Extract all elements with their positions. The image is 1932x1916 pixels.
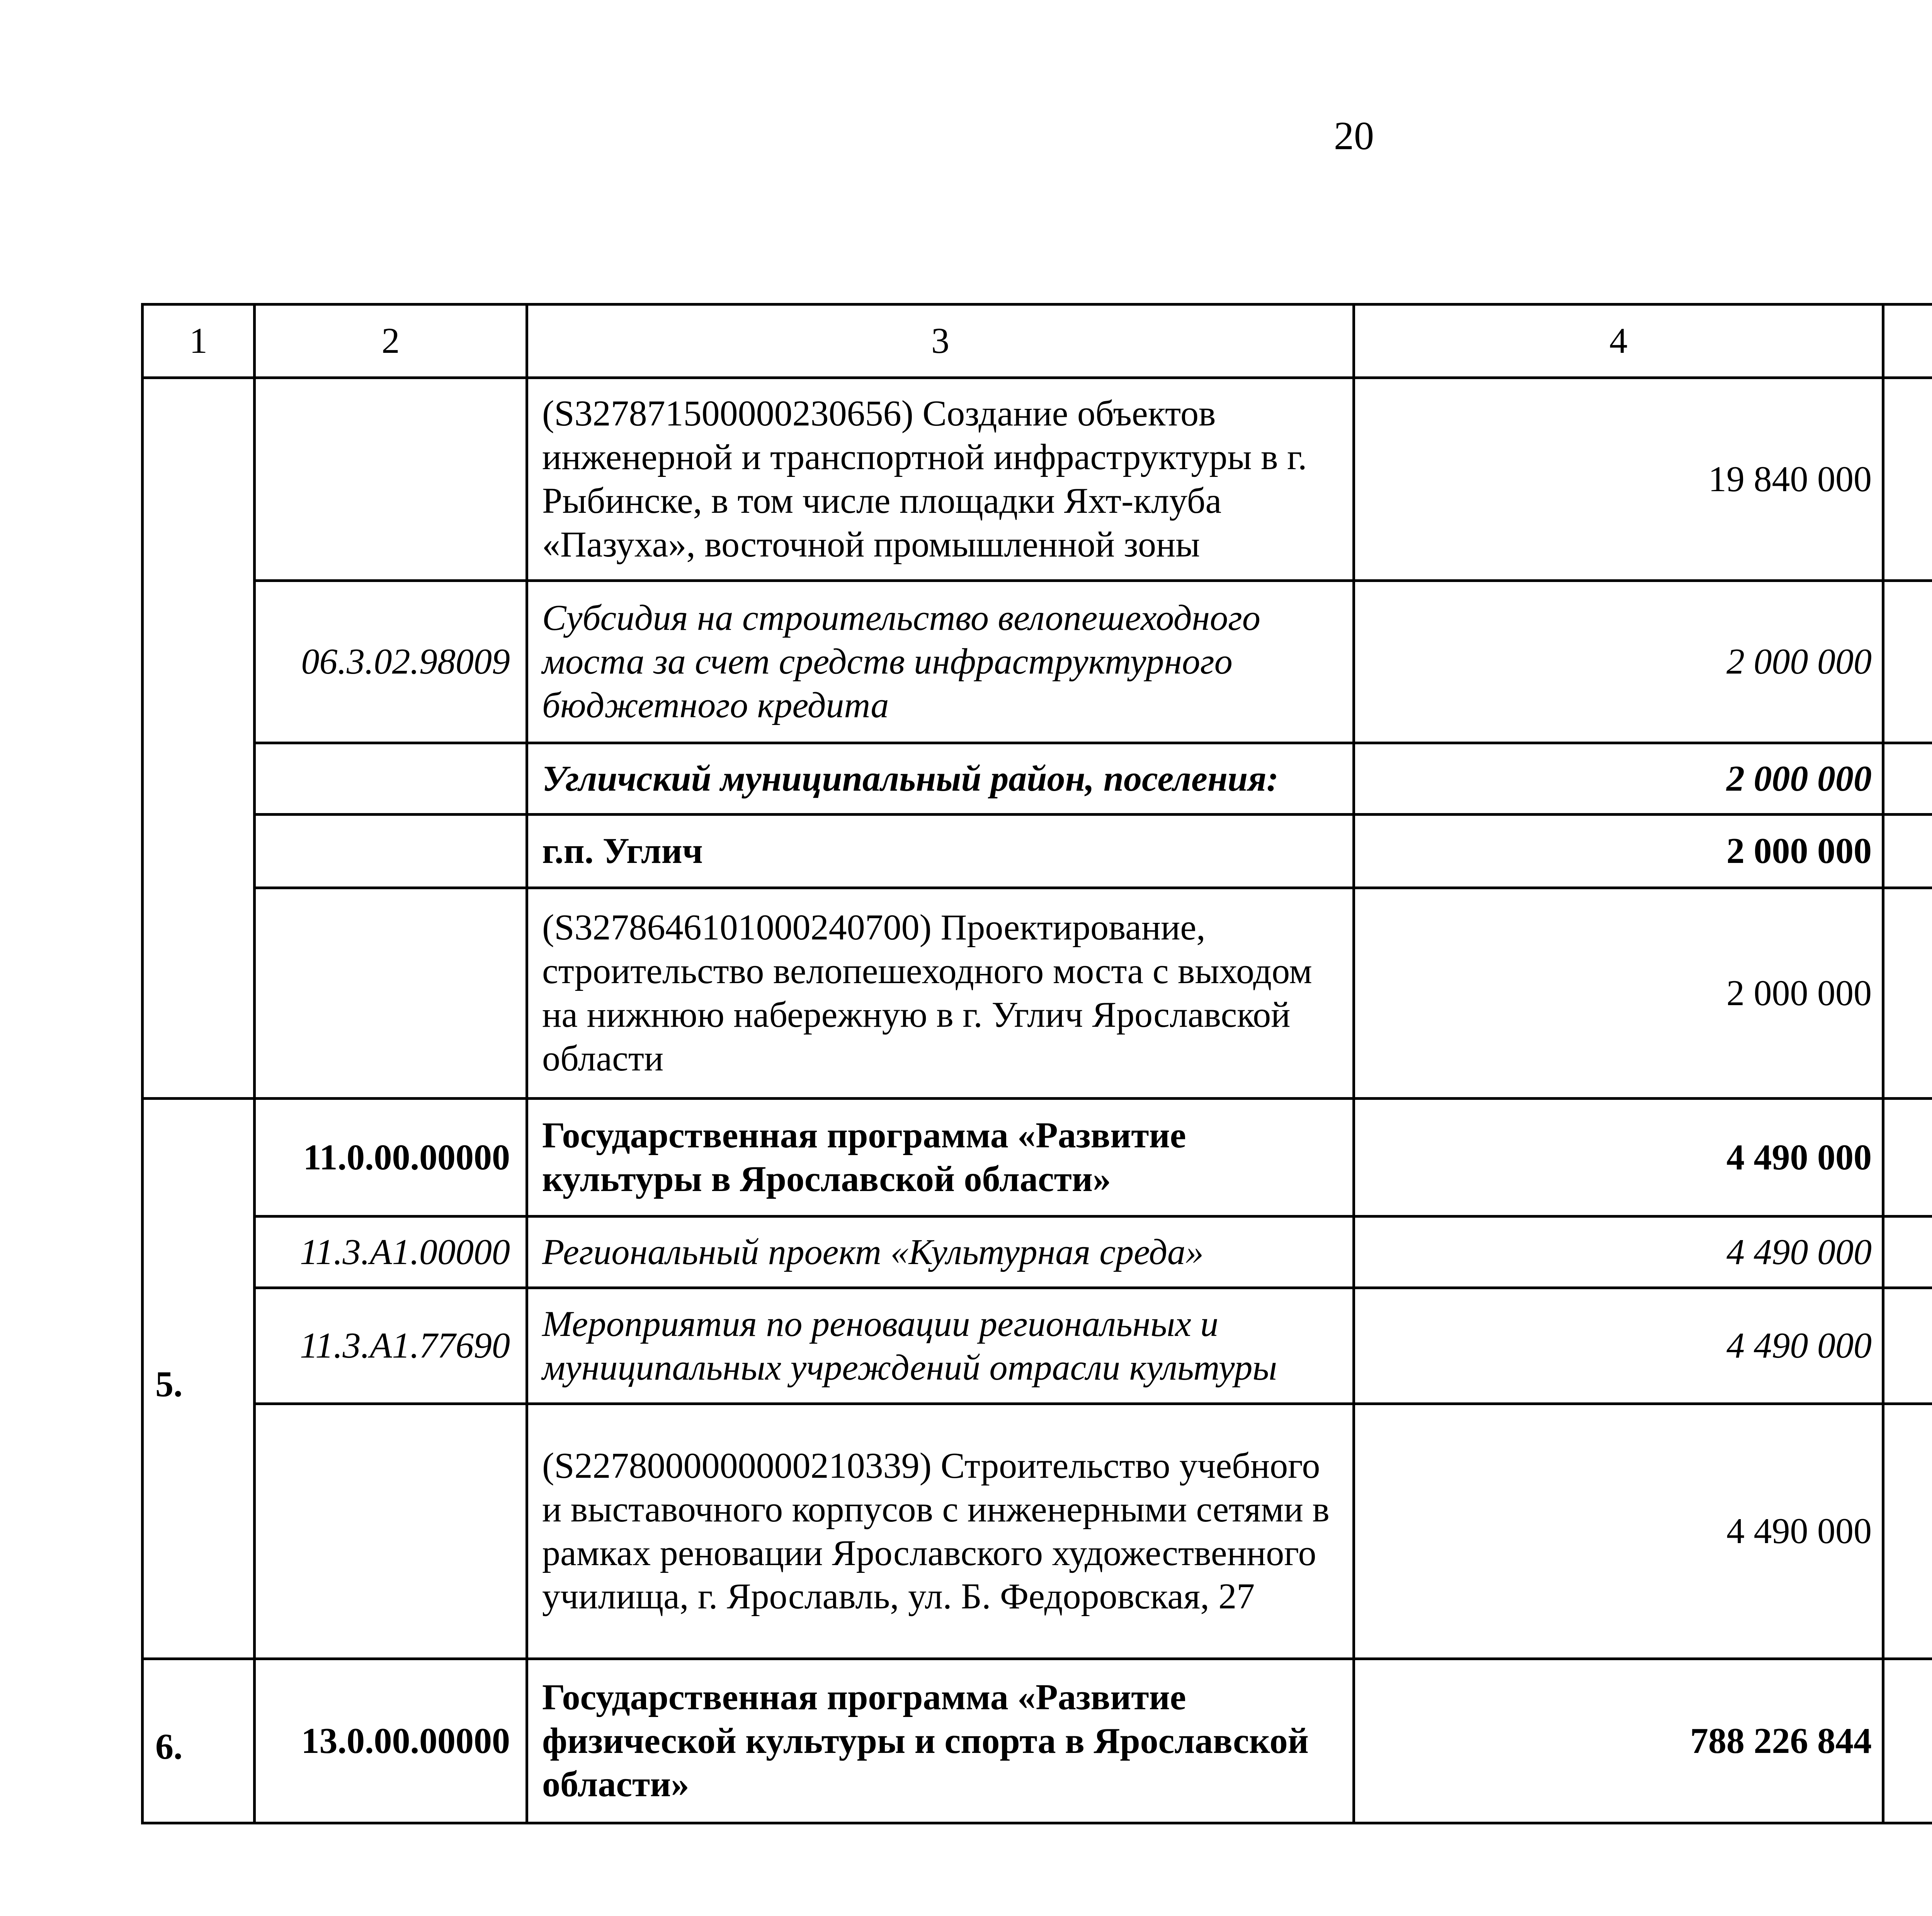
row-col5	[1883, 581, 1932, 743]
row-col5	[1883, 1288, 1932, 1404]
row-code: 11.0.00.00000	[255, 1099, 527, 1217]
page-number: 20	[1334, 114, 1374, 158]
row-col5	[1883, 815, 1932, 888]
row-col4: 4 490 000	[1354, 1404, 1883, 1659]
row-code: 13.0.00.00000	[255, 1659, 527, 1823]
table-row	[143, 581, 1932, 743]
row-col5	[1883, 378, 1932, 581]
table-row	[143, 1217, 1932, 1288]
row-col4: 788 226 844	[1354, 1659, 1883, 1823]
header-col-4: 4	[1354, 305, 1883, 378]
row-code	[255, 815, 527, 888]
row-col5	[1883, 1217, 1932, 1288]
header-col-1: 1	[143, 305, 255, 378]
row-col4: 2 000 000	[1354, 888, 1883, 1099]
row-code	[255, 378, 527, 581]
row-number-cell: 5.	[143, 1099, 255, 1659]
row-code: 11.3.А1.00000	[255, 1217, 527, 1288]
row-name: Мероприятия по реновации региональных и муниципальных учреждений отрасли культуры	[527, 1288, 1354, 1404]
table-row	[143, 1288, 1932, 1404]
table-row	[143, 1099, 1932, 1217]
row-name: г.п. Углич	[527, 815, 1354, 888]
budget-table	[141, 303, 1932, 1824]
row-code	[255, 743, 527, 815]
table-row	[143, 378, 1932, 581]
row-name: Государственная программа «Развитие культуры в Ярославской области»	[527, 1099, 1354, 1217]
row-name: (S227800000000021033​9) Строительство учебного и выставочного корпусов с инженерными сетями в рамках реновации Ярославского художественного училища, г. Ярославль, ул. Б. Федоровская, 27	[527, 1404, 1354, 1659]
row-col5	[1883, 1659, 1932, 1823]
row-name: Угличский муниципальный район, поселения:	[527, 743, 1354, 815]
header-col-3: 3	[527, 305, 1354, 378]
row-code: 11.3.А1.77690	[255, 1288, 527, 1404]
row-col4: 2 000 000	[1354, 815, 1883, 888]
row-name: Государственная программа «Развитие физической культуры и спорта в Ярославской области»	[527, 1659, 1354, 1823]
row-col5	[1883, 1404, 1932, 1659]
row-code: 06.3.02.98009	[255, 581, 527, 743]
row-code	[255, 888, 527, 1099]
row-number-cell	[143, 378, 255, 1099]
header-col-5	[1883, 305, 1932, 378]
table-header-row	[143, 305, 1932, 378]
row-col4: 2 000 000	[1354, 743, 1883, 815]
row-name: (S327871500000230656) Создание объектов инженерной и транспортной инфраструктуры в г. Рыбинске, в том числе площадки Яхт-клуба «Пазуха», восточной промышленной зоны	[527, 378, 1354, 581]
row-number-cell: 6.	[143, 1659, 255, 1823]
row-col4: 4 490 000	[1354, 1288, 1883, 1404]
table-row	[143, 1659, 1932, 1823]
table-row	[143, 743, 1932, 815]
row-col4: 2 000 000	[1354, 581, 1883, 743]
row-col4: 4 490 000	[1354, 1099, 1883, 1217]
row-name: Субсидия на строительство велопешеходного моста за счет средств инфраструктурного бюджетного кредита	[527, 581, 1354, 743]
row-col4: 4 490 000	[1354, 1217, 1883, 1288]
row-col5	[1883, 888, 1932, 1099]
row-col5	[1883, 1099, 1932, 1217]
table-row	[143, 1404, 1932, 1659]
row-name: (S327864610100024070​0) Проектирование, строительство велопешеходного моста с выходом на нижнюю набережную в г. Углич Ярославской области	[527, 888, 1354, 1099]
header-col-2: 2	[255, 305, 527, 378]
row-col4: 19 840 000	[1354, 378, 1883, 581]
row-col5	[1883, 743, 1932, 815]
row-name: Региональный проект «Культурная среда»	[527, 1217, 1354, 1288]
table-row	[143, 815, 1932, 888]
row-code	[255, 1404, 527, 1659]
table-row	[143, 888, 1932, 1099]
